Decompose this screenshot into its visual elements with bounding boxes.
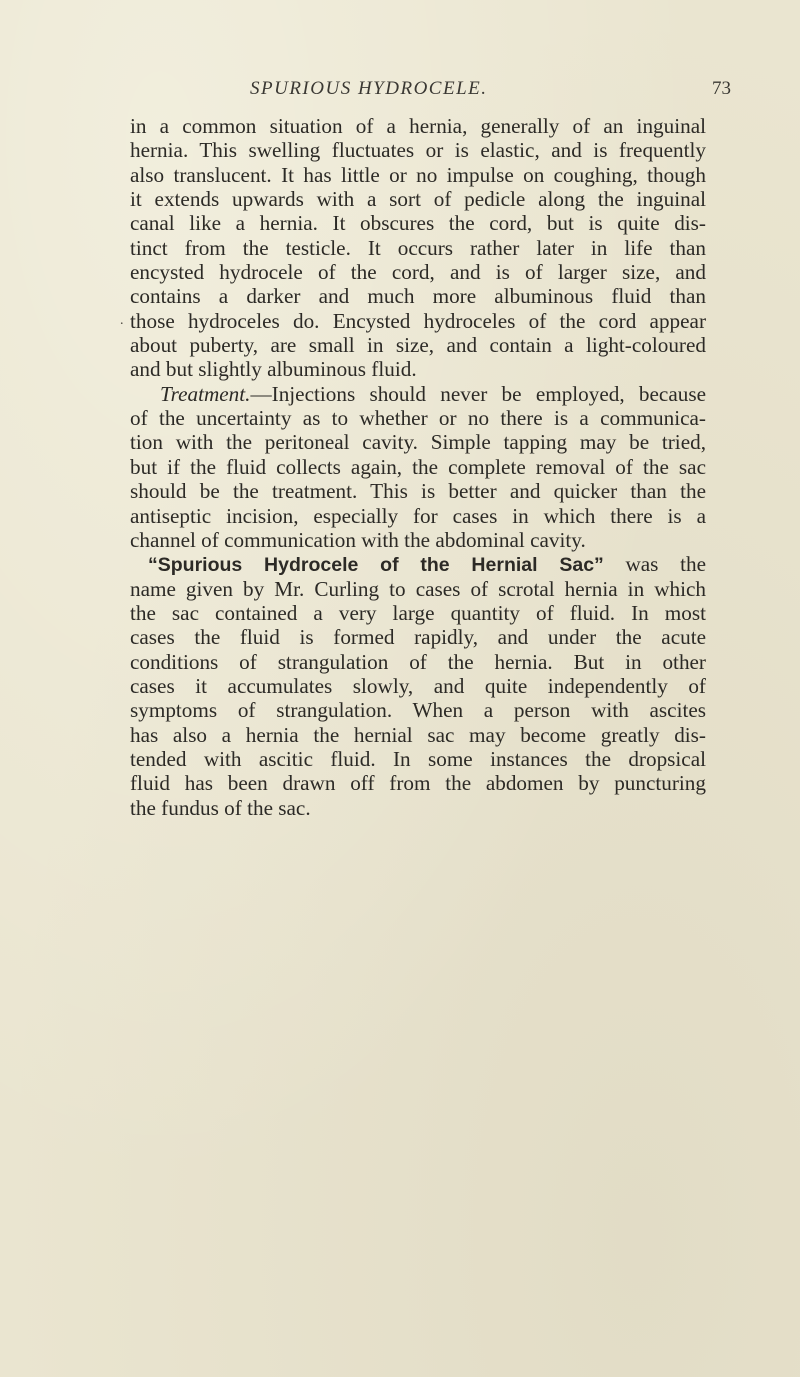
text-line: it extends upwards with a sort of pedicle along the inguinal <box>130 187 706 212</box>
stray-mark: . <box>120 313 124 328</box>
treatment-label: Treatment. <box>160 381 251 406</box>
treatment-paragraph-start <box>130 382 706 406</box>
text-line: encysted hydrocele of the cord, and is of larger size, and <box>130 260 706 285</box>
text-line: antiseptic incision, especially for cases in which there is a <box>130 503 706 528</box>
treatment-first-line: —Injections should never be employed, because <box>250 381 706 406</box>
text-line: but if the fluid collects again, the complete removal of the sac <box>130 454 706 479</box>
text-line: cases the fluid is formed rapidly, and under the acute <box>130 625 706 650</box>
page-number: 73 <box>712 78 731 99</box>
text-line: tinct from the testicle. It occurs rather later in life than <box>130 235 706 260</box>
text-line: the fundus of the sac. <box>130 795 311 820</box>
text-line: name given by Mr. Curling to cases of scrotal hernia in which <box>130 576 706 601</box>
text-line: conditions of strangulation of the hernia. But in other <box>130 649 706 674</box>
text-line: also translucent. It has little or no impulse on coughing, though <box>130 162 706 187</box>
text-line: tended with ascitic fluid. In some instances the dropsical <box>130 746 706 771</box>
text-line: symptoms of strangulation. When a person with ascites <box>130 698 706 723</box>
spurious-heading: “Spurious Hydrocele of the Hernial Sac” <box>148 554 604 577</box>
text-line: about puberty, are small in size, and contain a light-coloured <box>130 333 706 358</box>
spurious-first-line: was the <box>603 552 707 577</box>
text-line: in a common situation of a hernia, generally of an inguinal <box>130 114 706 138</box>
text-line: cases it accumulates slowly, and quite independently of <box>130 673 706 698</box>
text-line: tion with the peritoneal cavity. Simple tapping may be tried, <box>130 430 706 455</box>
text-line: hernia. This swelling fluctuates or is elastic, and is frequently <box>130 138 706 163</box>
text-line: has also a hernia the hernial sac may become greatly dis- <box>130 722 706 747</box>
text-line: and but slightly albuminous fluid. <box>130 357 417 382</box>
text-line: the sac contained a very large quantity of fluid. In most <box>130 600 706 625</box>
text-line: canal like a hernia. It obscures the cord, but is quite dis- <box>130 211 706 236</box>
text-line: channel of communication with the abdominal cavity. <box>130 527 586 552</box>
page-body <box>130 114 706 820</box>
text-line: contains a darker and much more albuminous fluid than <box>130 284 706 309</box>
spurious-paragraph-start <box>130 552 706 576</box>
running-title: SPURIOUS HYDROCELE. <box>250 78 488 99</box>
text-line: fluid has been drawn off from the abdomen by puncturing <box>130 771 706 796</box>
text-line: should be the treatment. This is better and quicker than the <box>130 479 706 504</box>
text-line: those hydroceles do. Encysted hydroceles of the cord appear <box>130 308 706 333</box>
text-line: of the uncertainty as to whether or no there is a communica- <box>130 406 706 431</box>
